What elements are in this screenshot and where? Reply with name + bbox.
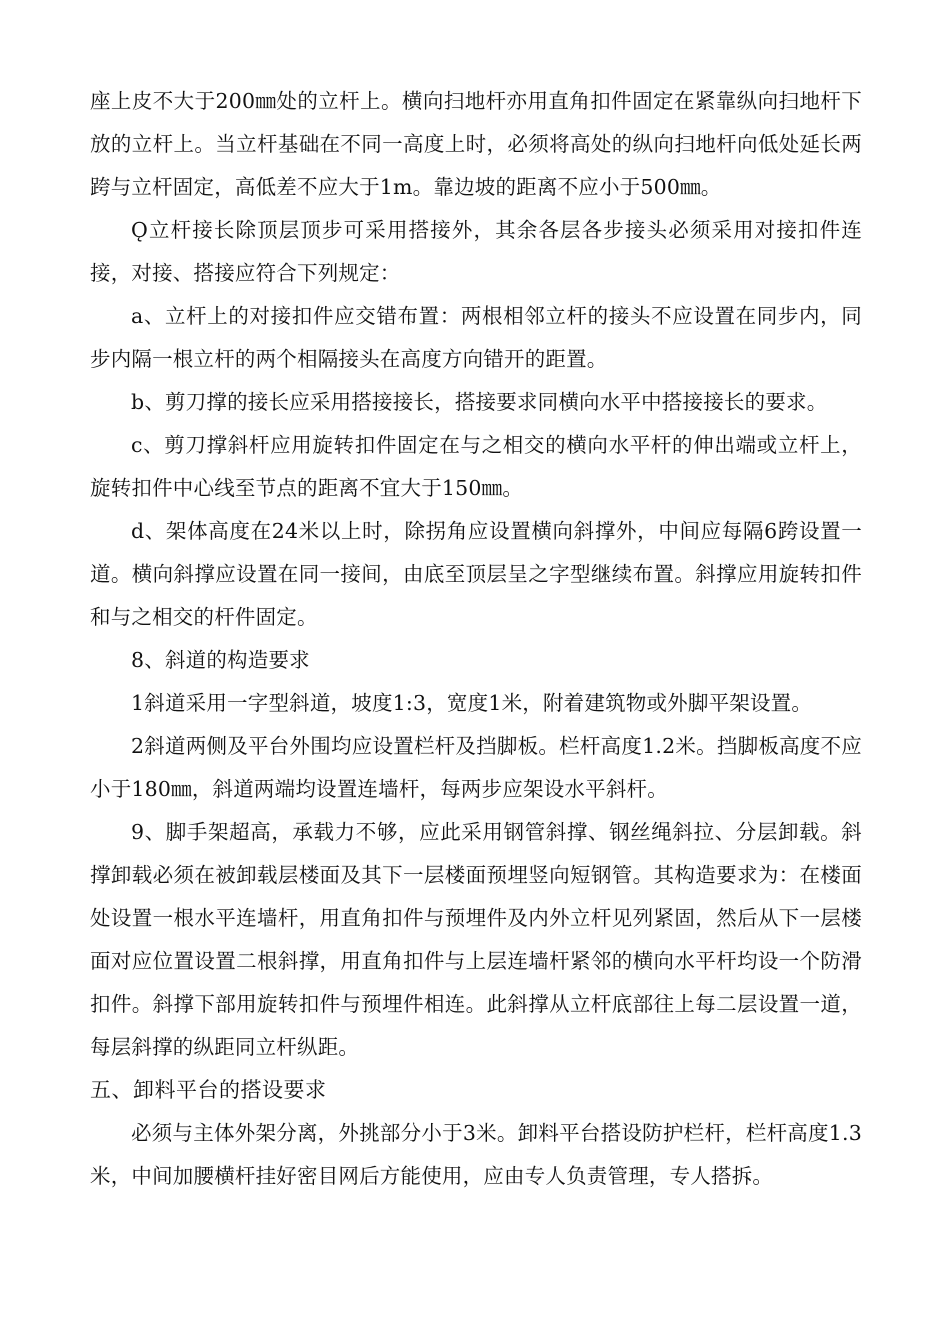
document-body [90,80,862,1198]
paragraph-sweep-rod: 座上皮不大于200㎜处的立杆上。横向扫地杆亦用直角扣件固定在紧靠纵向扫地杆下放的立杆上。当立杆基础在不同一高度上时，必须将高处的纵向扫地杆向低处延长两跨与立杆固定，高低差不应大于1m。靠边坡的距离不应小于500㎜。 [90,89,862,199]
paragraph-ramp-1: 1斜道采用一字型斜道，坡度1:3，宽度1米，附着建筑物或外脚平架设置。 [131,691,813,715]
section-heading: 五、卸料平台的搭设要求 [90,1078,327,1102]
paragraph-rule-d: d、架体高度在24米以上时，除拐角应设置横向斜撑外，中间应每隔6跨设置一道。横向斜撑应设置在同一接间，由底至顶层呈之字型继续布置。斜撑应用旋转扣件和与之相交的杆件固定。 [90,519,862,629]
paragraph-platform: 必须与主体外架分离，外挑部分小于3米。卸料平台搭设防护栏杆，栏杆高度1.3米，中间加腰横杆挂好密目网后方能使用，应由专人负责管理，专人搭拆。 [90,1121,862,1188]
paragraph-rule-a: a、立杆上的对接扣件应交错布置：两根相邻立杆的接头不应设置在同步内，同步内隔一根立杆的两个相隔接头在高度方向错开的距置。 [90,304,862,371]
paragraph-unloading-9: 9、脚手架超高，承载力不够，应此采用钢管斜撑、钢丝绳斜拉、分层卸载。斜撑卸载必须在被卸载层楼面及其下一层楼面预埋竖向短钢管。其构造要求为：在楼面处设置一根水平连墙杆，用直角扣件与预埋件及内外立杆见列紧固，然后从下一层楼面对应位置设置二根斜撑，用直角扣件与上层连墙杆紧邻的横向水平杆均设一个防滑扣件。斜撑下部用旋转扣件与预埋件相连。此斜撑从立杆底部往上每二层设置一道，每层斜撑的纵距同立杆纵距。 [90,820,862,1059]
paragraph-rule-b: b、剪刀撑的接长应采用搭接接长，搭接要求同横向水平中搭接接长的要求。 [131,390,828,414]
paragraph-rule-c: c、剪刀撑斜杆应用旋转扣件固定在与之相交的横向水平杆的伸出端或立杆上，旋转扣件中心线至节点的距离不宜大于150㎜。 [90,433,862,500]
paragraph-pole-splicing: Ǫ立杆接长除顶层顶步可采用搭接外，其余各层各步接头必须采用对接扣件连接，对接、搭接应符合下列规定： [90,218,862,285]
paragraph-ramp-2: 2斜道两侧及平台外围均应设置栏杆及挡脚板。栏杆高度1.2米。挡脚板高度不应小于180㎜，斜道两端均设置连墙杆，每两步应架设水平斜杆。 [90,734,862,801]
paragraph-ramp-heading: 8、斜道的构造要求 [131,648,310,672]
